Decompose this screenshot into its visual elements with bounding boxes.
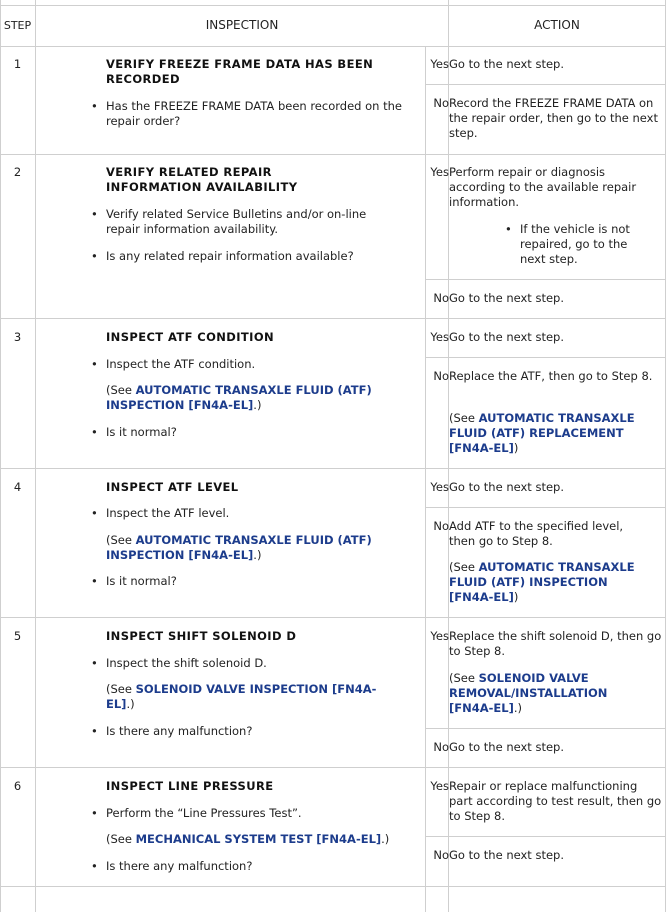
reference-link[interactable]: AUTOMATIC TRANSAXLE FLUID (ATF) INSPECTION [FN4A-EL] (106, 383, 372, 412)
reference-link[interactable]: AUTOMATIC TRANSAXLE FLUID (ATF) REPLACEMENT [FN4A-EL] (449, 411, 635, 455)
no-label: No (433, 369, 449, 383)
step-heading: INSPECT ATF LEVEL (106, 480, 239, 494)
yes-label: Yes (430, 330, 449, 344)
no-action: Go to the next step. (449, 848, 564, 862)
step-heading: INSPECT LINE PRESSURE (106, 779, 274, 793)
grid-line (425, 279, 666, 280)
see-close: .) (253, 548, 262, 562)
see-open: (See (449, 671, 479, 685)
yes-action: Go to the next step. (449, 57, 564, 71)
reference-link[interactable]: AUTOMATIC TRANSAXLE FLUID (ATF) INSPECTION [FN4A-EL] (449, 560, 635, 604)
grid-line (0, 767, 666, 768)
yes-label: Yes (430, 57, 449, 71)
grid-line (425, 728, 666, 729)
reference-note (106, 383, 386, 413)
grid-line (425, 836, 666, 837)
step-number: 4 (13, 480, 22, 494)
no-action: Go to the next step. (449, 291, 564, 305)
no-label: No (433, 740, 449, 754)
see-open: (See (106, 832, 136, 846)
inspection-bullet: • Has the FREEZE FRAME DATA been recorded on the repair order? (91, 99, 426, 129)
step-number: 1 (13, 57, 22, 71)
grid-line (0, 46, 666, 47)
no-action: Replace the ATF, then go to Step 8. (449, 369, 653, 383)
inspection-bullet: • Is it normal? (91, 574, 426, 589)
inspection-bullet: • Perform the “Line Pressures Test”. (91, 806, 426, 821)
yes-label: Yes (430, 629, 449, 643)
grid-line (0, 468, 666, 469)
grid-line (0, 617, 666, 618)
yes-reference-note (449, 671, 654, 716)
yes-action: Replace the shift solenoid D, then go to Step 8. (449, 629, 662, 658)
grid-line (0, 154, 666, 155)
header-action: ACTION (534, 18, 580, 32)
see-close: ) (513, 441, 519, 455)
reference-link[interactable]: SOLENOID VALVE INSPECTION [FN4A-EL] (106, 682, 377, 711)
inspection-bullet: • Is there any malfunction? (91, 724, 426, 739)
inspection-bullet: • Is there any malfunction? (91, 859, 426, 874)
reference-link[interactable]: MECHANICAL SYSTEM TEST [FN4A-EL] (135, 832, 382, 846)
no-reference-note (449, 411, 664, 456)
no-label: No (433, 848, 449, 862)
no-action: Go to the next step. (449, 740, 564, 754)
grid-line (0, 0, 1, 912)
yes-action: Go to the next step. (449, 330, 564, 344)
grid-line (665, 0, 666, 912)
grid-line (425, 84, 666, 85)
inspection-bullet: • Verify related Service Bulletins and/or on-line repair information availability. (91, 207, 396, 237)
inspection-bullet: • Inspect the ATF level. (91, 506, 426, 521)
step-heading: INSPECT ATF CONDITION (106, 330, 275, 344)
yes-action: Perform repair or diagnosis according to the available repair information. (449, 165, 637, 209)
step-heading: VERIFY RELATED REPAIR INFORMATION AVAILABILITY (106, 165, 298, 194)
inspection-bullet: • Inspect the shift solenoid D. (91, 656, 426, 671)
see-close: .) (381, 832, 390, 846)
no-action: Add ATF to the specified level, then go to Step 8. (449, 519, 624, 548)
inspection-bullet: • Is it normal? (91, 425, 426, 440)
grid-line (425, 357, 666, 358)
grid-line (35, 0, 36, 912)
grid-line (425, 507, 666, 508)
step-heading: VERIFY FREEZE FRAME DATA HAS BEEN RECORDED (106, 57, 374, 86)
no-label: No (433, 291, 449, 305)
yes-label: Yes (430, 779, 449, 793)
see-open: (See (449, 560, 479, 574)
reference-link[interactable]: SOLENOID VALVE REMOVAL/INSTALLATION [FN4A-EL] (449, 671, 608, 715)
yes-label: Yes (430, 165, 449, 179)
see-open: (See (449, 411, 479, 425)
see-open: (See (106, 682, 136, 696)
no-label: No (433, 519, 449, 533)
reference-note (106, 533, 386, 563)
yes-action-subbullet: • If the vehicle is not repaired, go to the next step. (505, 222, 640, 267)
grid-line (0, 5, 666, 6)
see-close: .) (126, 697, 135, 711)
step-number: 5 (13, 629, 22, 643)
step-number: 6 (13, 779, 22, 793)
yes-action: Go to the next step. (449, 480, 564, 494)
step-number: 2 (13, 165, 22, 179)
header-step: STEP (3, 19, 32, 32)
yes-action: Repair or replace malfunctioning part according to test result, then go to Step 8. (449, 779, 662, 823)
inspection-bullet: • Is any related repair information available? (91, 249, 426, 264)
step-number: 3 (13, 330, 22, 344)
yes-label: Yes (430, 480, 449, 494)
grid-line (0, 886, 666, 887)
see-close: .) (253, 398, 262, 412)
see-open: (See (106, 383, 136, 397)
no-action: Record the FREEZE FRAME DATA on the repair order, then go to the next step. (449, 96, 658, 140)
step-heading: INSPECT SHIFT SOLENOID D (106, 629, 297, 643)
inspection-bullet: • Inspect the ATF condition. (91, 357, 426, 372)
header-inspection: INSPECTION (205, 18, 279, 32)
see-close: .) (513, 701, 523, 715)
grid-line (0, 318, 666, 319)
see-close: ) (513, 590, 519, 604)
reference-note (106, 832, 406, 847)
no-reference-note (449, 560, 654, 605)
reference-note (106, 682, 381, 712)
see-open: (See (106, 533, 136, 547)
no-label: No (433, 96, 449, 110)
reference-link[interactable]: AUTOMATIC TRANSAXLE FLUID (ATF) INSPECTION [FN4A-EL] (106, 533, 372, 562)
